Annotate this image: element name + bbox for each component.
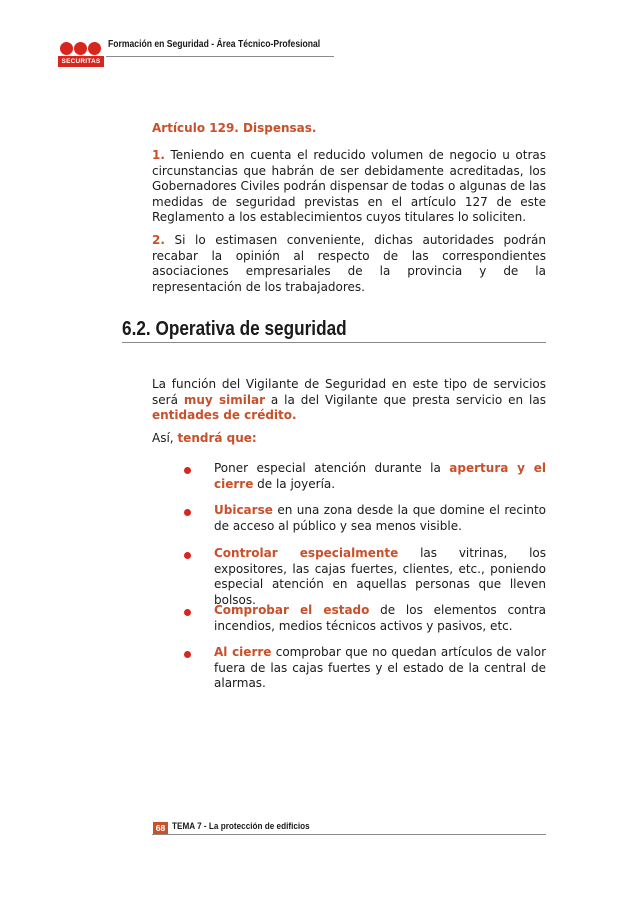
bullet-icon bbox=[184, 509, 191, 516]
list-item bbox=[214, 645, 546, 692]
intro-text: a la del Vigilante que presta servicio en las bbox=[265, 392, 546, 407]
section-rule bbox=[122, 342, 546, 343]
item-emphasis: Al cierre bbox=[214, 645, 272, 659]
article-title: Artículo 129. Dispensas. bbox=[152, 121, 317, 135]
bullet-icon bbox=[184, 552, 191, 559]
bullet-icon bbox=[184, 609, 191, 616]
asi-emphasis: tendrá que: bbox=[177, 431, 257, 445]
logo-dot bbox=[88, 42, 101, 55]
item-text: las vitrinas, los expositores, las cajas fuertes, clientes, etc., poniendo especial atención en aquellas personas que lleven bolsos. bbox=[214, 546, 546, 607]
paragraph-number: 2. bbox=[152, 233, 165, 247]
list-item bbox=[214, 461, 546, 492]
section-heading: 6.2. Operativa de seguridad bbox=[122, 318, 347, 340]
intro-emphasis: entidades de crédito. bbox=[152, 408, 297, 423]
logo-dot bbox=[60, 42, 73, 55]
item-text: de los elementos contra incendios, medios técnicos activos y pasivos, etc. bbox=[214, 603, 546, 633]
section-intro bbox=[152, 377, 546, 424]
securitas-logo bbox=[58, 42, 104, 67]
logo-dot bbox=[74, 42, 87, 55]
asi-line bbox=[152, 431, 546, 447]
page-number: 68 bbox=[153, 822, 168, 834]
footer-rule bbox=[152, 834, 546, 835]
header-rule bbox=[106, 56, 334, 57]
item-emphasis: apertura y el cierre bbox=[214, 461, 546, 491]
intro-text: La función del Vigilante de Seguridad en este tipo de servicios será bbox=[152, 377, 546, 407]
list-item bbox=[214, 546, 546, 608]
intro-emphasis: muy similar bbox=[183, 392, 265, 407]
article-paragraph-2 bbox=[152, 233, 546, 295]
list-item bbox=[214, 603, 546, 634]
article-paragraph-1 bbox=[152, 148, 546, 226]
paragraph-number: 1. bbox=[152, 148, 165, 162]
item-text: en una zona desde la que domine el recinto de acceso al público y sea menos visible. bbox=[214, 503, 546, 533]
list-item bbox=[214, 503, 546, 534]
item-text: comprobar que no quedan artículos de valor fuera de las cajas fuertes y el estado de la central de alarmas. bbox=[214, 645, 546, 691]
bullet-icon bbox=[184, 651, 191, 658]
paragraph-text: Si lo estimasen conveniente, dichas autoridades podrán recabar la opinión al respecto de las correspondientes asociaciones empresariales de la provincia y de la representación de los trabajadores. bbox=[152, 233, 546, 294]
item-text: Poner especial atención durante la bbox=[214, 461, 450, 475]
logo-wordmark: SECURITAS bbox=[58, 56, 104, 67]
asi-text: Así, bbox=[152, 431, 178, 445]
item-emphasis: Comprobar el estado bbox=[214, 603, 370, 617]
item-text: de la joyería. bbox=[253, 476, 336, 491]
item-emphasis: Controlar especialmente bbox=[214, 546, 399, 560]
footer-title: TEMA 7 - La protección de edificios bbox=[172, 821, 310, 832]
paragraph-text: Teniendo en cuenta el reducido volumen de negocio u otras circunstancias que habrán de ser debidamente acreditadas, los Gobernadores Civiles podrán dispensar de todas o algunas de las medidas de seguridad previstas en el artículo 127 de este Reglamento a los establecimientos cuyos titulares lo soliciten. bbox=[152, 148, 546, 225]
bullet-icon bbox=[184, 467, 191, 474]
header-title: Formación en Seguridad - Área Técnico-Profesional bbox=[108, 39, 321, 50]
item-emphasis: Ubicarse bbox=[214, 503, 273, 517]
logo-dots bbox=[60, 42, 102, 56]
